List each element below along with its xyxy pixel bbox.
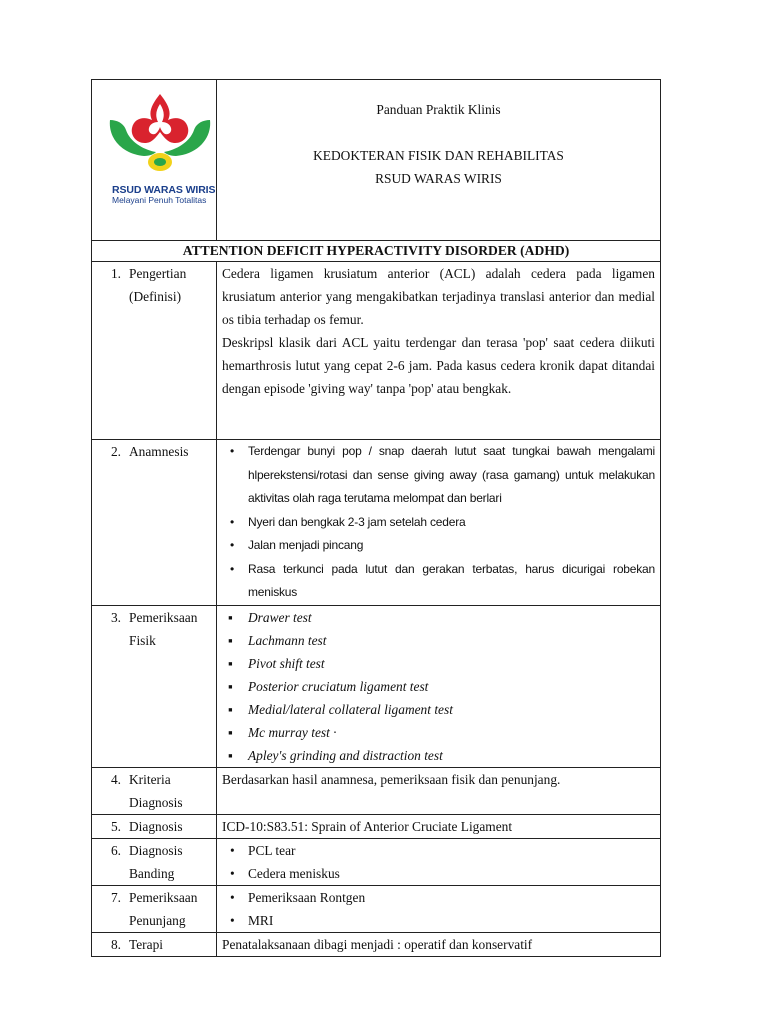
list-item: ▪ Mc murray test · [222, 721, 655, 744]
row-label: Pengertian (Definisi) [129, 266, 187, 304]
supporting-exam-list [222, 886, 655, 932]
row-content-cell [217, 262, 661, 440]
row-pemeriksaan-fisik [92, 605, 661, 767]
row-label: Diagnosis [129, 818, 183, 834]
row-label: Diagnosis Banding [129, 842, 183, 881]
hospital-logo-tagline: Melayani Penuh Totalitas [112, 195, 207, 205]
row-anamnesis [92, 440, 661, 606]
row-pemeriksaan-penunjang [92, 885, 661, 932]
logo-cell [92, 80, 217, 241]
row-label: Pemeriksaan Penunjang [129, 889, 198, 928]
row-terapi [92, 932, 661, 956]
row-label-cell [92, 885, 217, 932]
list-item: • Rasa terkunci pada lutut dan gerakan terbatas, harus dicurigai robekan meniskus [222, 558, 655, 605]
hospital-logo [104, 90, 216, 205]
header-row [92, 80, 661, 241]
row-label-cell [92, 932, 217, 956]
row-content-cell [217, 838, 661, 885]
row-number: 5. [110, 818, 121, 834]
row-number: 2. [110, 444, 121, 459]
guide-type: Panduan Praktik Klinis [376, 102, 501, 117]
row-label: Pemeriksaan Fisik [129, 609, 198, 648]
department-name: KEDOKTERAN FISIK DAN REHABILITAS [313, 148, 564, 163]
row-kriteria-diagnosis [92, 767, 661, 814]
list-item: ▪ Pivot shift test [222, 652, 655, 675]
list-item: ▪ Lachmann test [222, 629, 655, 652]
row-number: 3. [110, 609, 121, 625]
list-item: • Cedera meniskus [222, 862, 655, 885]
list-item: ▪ Apley's grinding and distraction test [222, 744, 655, 767]
row-number: 7. [110, 889, 121, 905]
list-item: • MRI [222, 909, 655, 932]
list-item: • Nyeri dan bengkak 2-3 jam setelah cedera [222, 511, 655, 535]
document-title: ATTENTION DEFICIT HYPERACTIVITY DISORDER (ADHD) [92, 241, 661, 262]
list-item: • Terdengar bunyi pop / snap daerah lutut saat tungkai bawah mengalami hlperekstensi/rotasi dan sense giving away (rasa gamang) untuk melakukan aktivitas olah raga terutama melompat dan berlari [222, 440, 655, 511]
row-number: 6. [110, 842, 121, 858]
row-diagnosis [92, 814, 661, 838]
guideline-table [91, 79, 661, 957]
row-number: 4. [110, 771, 121, 787]
clinical-guideline-document [91, 79, 660, 957]
description-paragraph: Deskripsl klasik dari ACL yaitu terdengar dan terasa 'pop' saat cedera diikuti hemarthrosis lutut yang cepat 2-6 jam. Pada kasus cedera kronik dapat ditandai dengan episode 'giving way' tanpa 'pop' atau bengkak. [222, 335, 655, 396]
physical-exam-list [222, 606, 655, 767]
hospital-name: RSUD WARAS WIRIS [375, 171, 502, 186]
row-number: 1. [110, 266, 121, 281]
row-label-cell [92, 440, 217, 606]
header-text-cell [217, 80, 661, 241]
row-label-cell [92, 767, 217, 814]
row-label: Anamnesis [129, 444, 189, 459]
list-item: ▪ Drawer test [222, 606, 655, 629]
row-diagnosis-banding [92, 838, 661, 885]
row-content-cell: Berdasarkan hasil anamnesa, pemeriksaan fisik dan penunjang. [217, 767, 661, 814]
list-item: ▪ Posterior cruciatum ligament test [222, 675, 655, 698]
differential-list [222, 839, 655, 885]
row-content-cell [217, 440, 661, 606]
row-label-cell [92, 838, 217, 885]
row-label-cell [92, 262, 217, 440]
row-label-cell [92, 814, 217, 838]
row-label: Terapi [129, 936, 164, 952]
row-label: Kriteria Diagnosis [129, 771, 183, 810]
definition-paragraph: Cedera ligamen krusiatum anterior (ACL) adalah cedera pada ligamen krusiatum anterior yang mengakibatkan terjadinya translasi anterior dan medial os tibia terhadap os femur. [222, 266, 655, 327]
row-content-cell: ICD-10:S83.51: Sprain of Anterior Cruciate Ligament [217, 814, 661, 838]
list-item: • Pemeriksaan Rontgen [222, 886, 655, 909]
row-label-cell [92, 605, 217, 767]
row-content-cell [217, 885, 661, 932]
row-content-cell [217, 605, 661, 767]
anamnesis-list [222, 440, 655, 605]
list-item: • Jalan menjadi pincang [222, 534, 655, 558]
list-item: ▪ Medial/lateral collateral ligament test [222, 698, 655, 721]
list-item: • PCL tear [222, 839, 655, 862]
row-pengertian [92, 262, 661, 440]
title-row [92, 241, 661, 262]
row-content-cell: Penatalaksanaan dibagi menjadi : operatif dan konservatif [217, 932, 661, 956]
row-number: 8. [110, 936, 121, 952]
hospital-logo-name: RSUD WARAS WIRIS [112, 184, 216, 196]
hospital-logo-emblem-icon [104, 90, 216, 178]
